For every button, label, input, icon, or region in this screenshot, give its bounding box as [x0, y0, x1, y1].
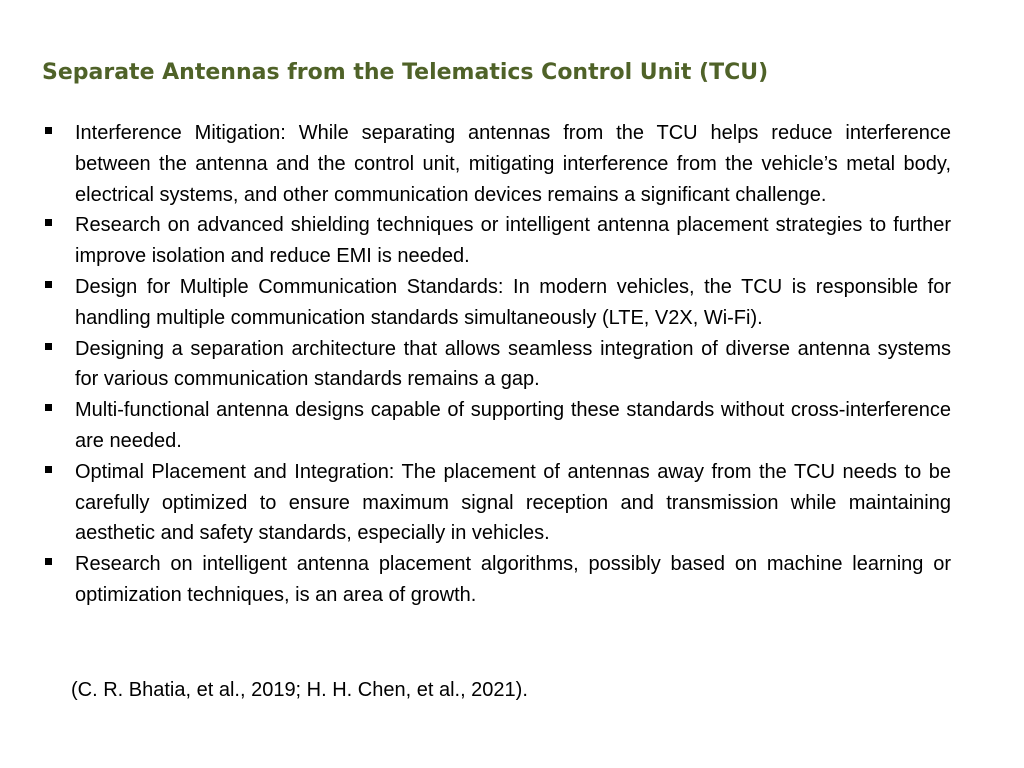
square-bullet-icon: [45, 558, 52, 565]
slide-title: Separate Antennas from the Telematics Control Unit (TCU): [42, 60, 769, 85]
bullet-item: [42, 272, 951, 334]
bullet-text: Multi-functional antenna designs capable of supporting these standards without cross-interference are needed.: [75, 399, 951, 452]
bullet-text: Research on advanced shielding techniques or intelligent antenna placement strategies to further improve isolation and reduce EMI is needed.: [75, 214, 951, 268]
bullet-text: Design for Multiple Communication Standards: In modern vehicles, the TCU is responsible for handling multiple communication standards simultaneously (LTE, V2X, Wi-Fi).: [75, 275, 951, 329]
bullet-item: [42, 334, 951, 396]
square-bullet-icon: [45, 343, 52, 350]
square-bullet-icon: [45, 466, 52, 473]
bullet-text: Interference Mitigation: While separating antennas from the TCU helps reduce interference between the antenna and the control unit, mitigating interference from the vehicle’s metal body, electrical systems, and other communication devices remains a significant challenge.: [75, 122, 951, 206]
bullet-item: [42, 549, 951, 611]
bullet-item: [42, 395, 951, 457]
citation: (C. R. Bhatia, et al., 2019; H. H. Chen, et al., 2021).: [71, 679, 528, 701]
square-bullet-icon: [45, 127, 52, 134]
bullet-item: [42, 210, 951, 272]
square-bullet-icon: [45, 281, 52, 288]
bullet-item: [42, 118, 951, 210]
square-bullet-icon: [45, 404, 52, 411]
bullet-list: [42, 118, 951, 611]
bullet-text: Designing a separation architecture that allows seamless integration of diverse antenna systems for various communication standards remains a gap.: [75, 337, 951, 391]
bullet-item: [42, 457, 951, 549]
bullet-text: Research on intelligent antenna placement algorithms, possibly based on machine learning or optimization techniques, is an area of growth.: [75, 553, 951, 606]
bullet-text: Optimal Placement and Integration: The placement of antennas away from the TCU needs to be carefully optimized to ensure maximum signal reception and transmission while maintaining aesthetic and safety standards, especially in vehicles.: [75, 460, 951, 545]
square-bullet-icon: [45, 219, 52, 226]
